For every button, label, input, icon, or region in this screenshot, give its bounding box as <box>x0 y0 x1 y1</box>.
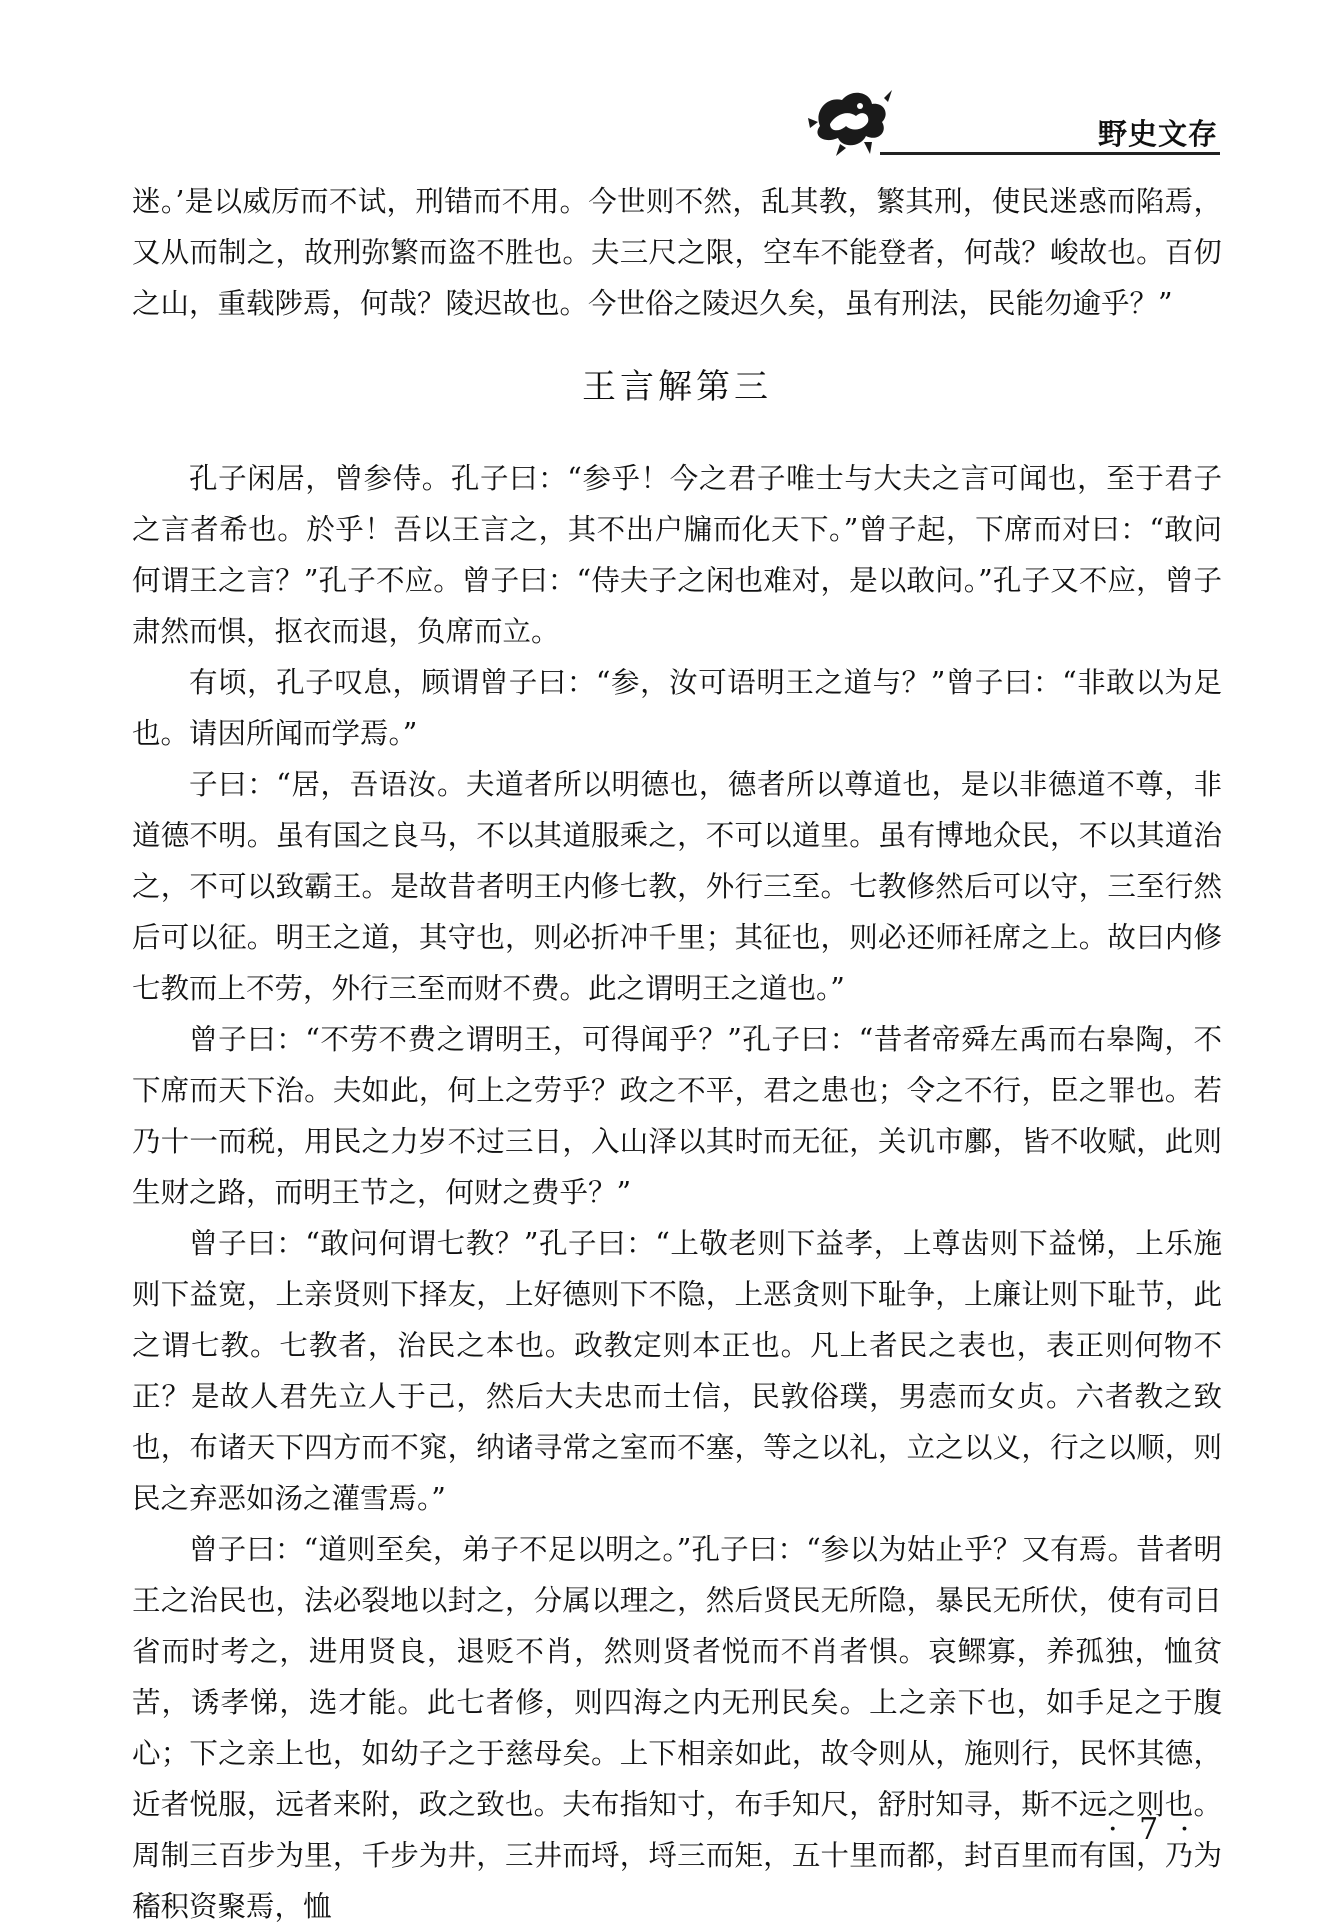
chapter-title: 王言解第三 <box>582 367 772 407</box>
paragraph: 孔子闲居，曾参侍。孔子曰：“参乎！今之君子唯士与大夫之言可闻也，至于君子之言者希也。於乎！吾以王言之，其不出户牖而化天下。”曾子起，下席而对曰：“敢问何谓王之言？”孔子不应。曾子曰：“侍夫子之闲也难对，是以敢问。”孔子又不应，曾子肃然而惧，抠衣而退，负席而立。 <box>132 462 1222 648</box>
paragraph: 有顷，孔子叹息，顾谓曾子曰：“参，汝可语明王之道与？”曾子曰：“非敢以为足也。请因所闻而学焉。” <box>132 666 1222 750</box>
paragraph: 子曰：“居，吾语汝。夫道者所以明德也，德者所以尊道也，是以非德道不尊，非道德不明。虽有国之良马，不以其道服乘之，不可以道里。虽有博地众民，不以其道治之，不可以致霸王。是故昔者明王内修七教，外行三至。七教修然后可以守，三至行然后可以征。明王之道，其守也，则必折冲千里；其征也，则必还师衽席之上。故曰内修七教而上不劳，外行三至而财不费。此之谓明王之道也。” <box>132 768 1222 1005</box>
dragon-emblem-icon <box>800 78 896 158</box>
page-body <box>132 176 1222 1932</box>
paragraph: 曾子曰：“道则至矣，弟子不足以明之。”孔子曰：“参以为姑止乎？又有焉。昔者明王之治民也，法必裂地以封之，分属以理之，然后贤民无所隐，暴民无所伏，使有司日省而时考之，进用贤良，退贬不肖，然则贤者悦而不肖者惧。哀鳏寡，养孤独，恤贫苦，诱孝悌，选才能。此七者修，则四海之内无刑民矣。上之亲下也，如手足之于腹心；下之亲上也，如幼子之于慈母矣。上下相亲如此，故令则从，施则行，民怀其德，近者悦服，远者来附，政之致也。夫布指知寸，布手知尺，舒肘知寻，斯不远之则也。周制三百步为里，千步为井，三井而埒，埒三而矩，五十里而都，封百里而有国，乃为稸积资聚焉，恤 <box>132 1533 1222 1923</box>
continuation-paragraph: 迷。’是以威厉而不试，刑错而不用。今世则不然，乱其教，繁其刑，使民迷惑而陷焉，又从而制之，故刑弥繁而盗不胜也。夫三尺之限，空车不能登者，何哉？峻故也。百仞之山，重载陟焉，何哉？陵迟故也。今世俗之陵迟久矣，虽有刑法，民能勿逾乎？” <box>132 185 1222 320</box>
running-header <box>800 78 1220 158</box>
paragraph: 曾子曰：“不劳不费之谓明王，可得闻乎？”孔子曰：“昔者帝舜左禹而右皋陶，不下席而天下治。夫如此，何上之劳乎？政之不平，君之患也；令之不行，臣之罪也。若乃十一而税，用民之力岁不过三日，入山泽以其时而无征，关讥市鄽，皆不收赋，此则生财之路，而明王节之，何财之费乎？” <box>132 1023 1222 1209</box>
page-number: · 7 · <box>1108 1812 1196 1847</box>
paragraph: 曾子曰：“敢问何谓七教？”孔子曰：“上敬老则下益孝，上尊齿则下益悌，上乐施则下益宽，上亲贤则下择友，上好德则下不隐，上恶贪则下耻争，上廉让则下耻节，此之谓七教。七教者，治民之本也。政教定则本正也。凡上者民之表也，表正则何物不正？是故人君先立人于己，然后大夫忠而士信，民敦俗璞，男悫而女贞。六者教之致也，布诸天下四方而不窕，纳诸寻常之室而不塞，等之以礼，立之以义，行之以顺，则民之弃恶如汤之灌雪焉。” <box>132 1227 1222 1515</box>
series-title: 野史文存 <box>1097 117 1218 151</box>
header-rule <box>880 152 1220 155</box>
